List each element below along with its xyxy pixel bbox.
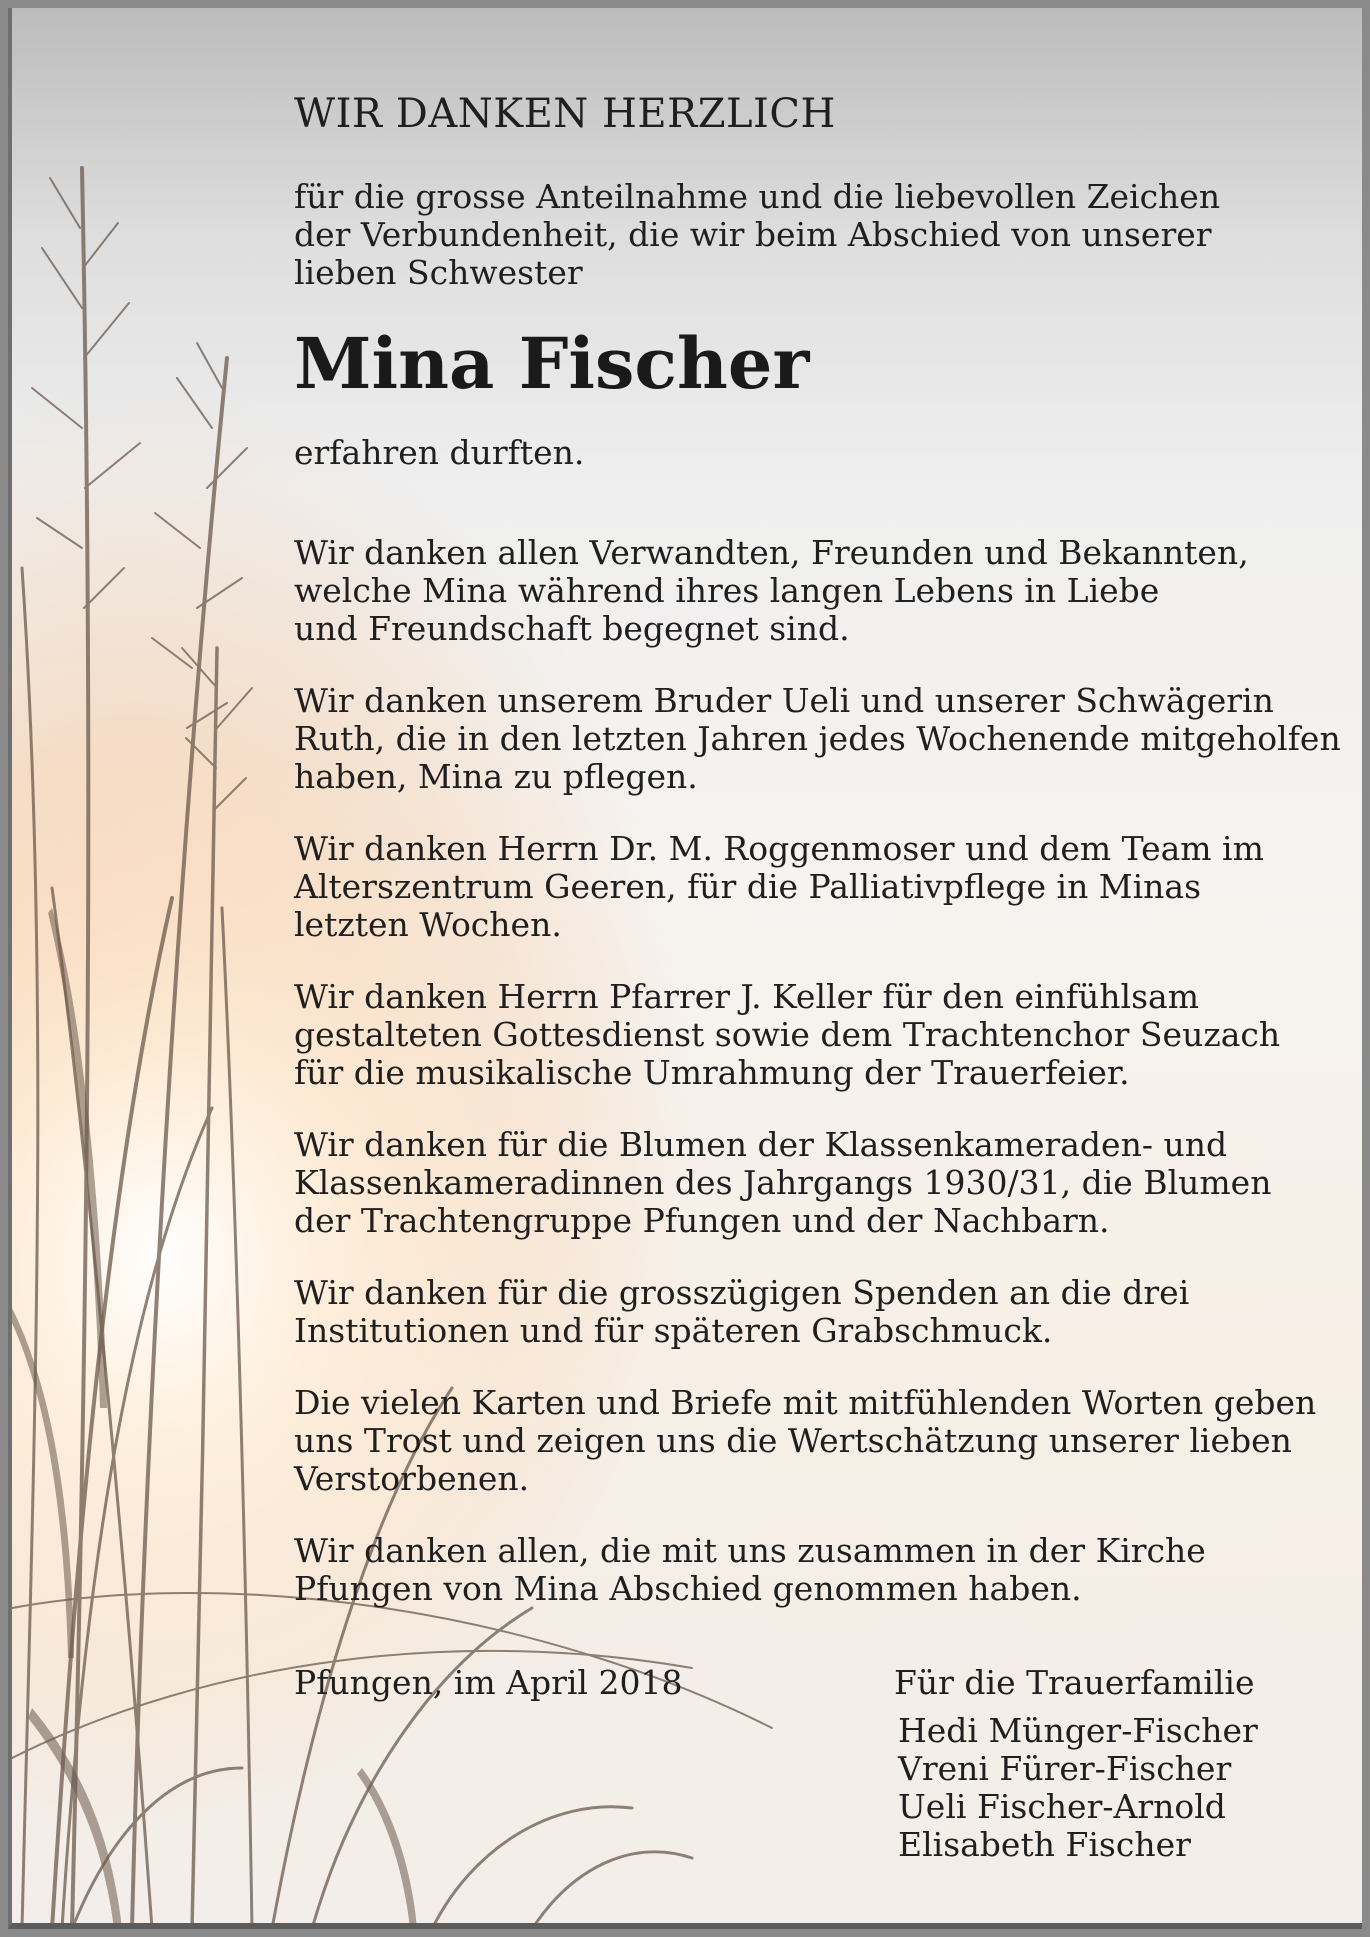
thanks-paragraph: Wir danken allen, die mit uns zusammen in der Kirche Pfungen von Mina Abschied genommen haben.: [294, 1531, 1206, 1608]
thanks-paragraph: Wir danken unserem Bruder Ueli und unserer Schwägerin Ruth, die in den letzten Jahren jedes Wochenende mitgeholfen haben, Mina zu pflegen.: [294, 681, 1341, 796]
family-block: [894, 1664, 1258, 1864]
family-label: Für die Trauerfamilie: [894, 1663, 1255, 1702]
thanks-paragraph: Wir danken Herrn Pfarrer J. Keller für den einfühlsam gestalteten Gottesdienst sowie dem Trachtenchor Seuzach für die musikalische Umrahmung der Trauerfeier.: [294, 977, 1281, 1092]
after-name-text: erfahren durften.: [294, 433, 585, 472]
signatory: Ueli Fischer-Arnold: [898, 1787, 1226, 1826]
deceased-name: Mina Fischer: [294, 322, 810, 405]
thanks-paragraph: Wir danken für die grosszügigen Spenden an die drei Institutionen und für späteren Grabschmuck.: [294, 1273, 1190, 1350]
thanks-paragraphs: [294, 534, 1354, 1642]
intro-text: für die grosse Anteilnahme und die liebevollen Zeichen der Verbundenheit, die wir beim Abschied von unserer lieben Schwester: [294, 177, 1221, 292]
signatory: Hedi Münger-Fischer: [898, 1711, 1258, 1750]
place-date: Pfungen, im April 2018: [294, 1663, 683, 1702]
thanks-paragraph: Wir danken Herrn Dr. M. Roggenmoser und dem Team im Alterszentrum Geeren, für die Palliativpflege in Minas letzten Wochen.: [294, 829, 1264, 944]
heading: WIR DANKEN HERZLICH: [294, 91, 836, 137]
thanks-paragraph: Die vielen Karten und Briefe mit mitfühlenden Worten geben uns Trost und zeigen uns die Wertschätzung unserer lieben Verstorbenen.: [294, 1383, 1317, 1498]
signatory: Elisabeth Fischer: [898, 1825, 1191, 1864]
thanks-paragraph: Wir danken allen Verwandten, Freunden und Bekannten, welche Mina während ihres langen Lebens in Liebe und Freundschaft begegnet sind.: [294, 533, 1249, 648]
obituary-card: [8, 8, 1362, 1929]
thanks-paragraph: Wir danken für die Blumen der Klassenkameraden- und Klassenkameradinnen des Jahrgangs 1930/31, die Blumen der Trachtengruppe Pfungen und der Nachbarn.: [294, 1125, 1272, 1240]
signatory: Vreni Fürer-Fischer: [898, 1749, 1232, 1788]
signatory-list: [898, 1712, 1258, 1864]
